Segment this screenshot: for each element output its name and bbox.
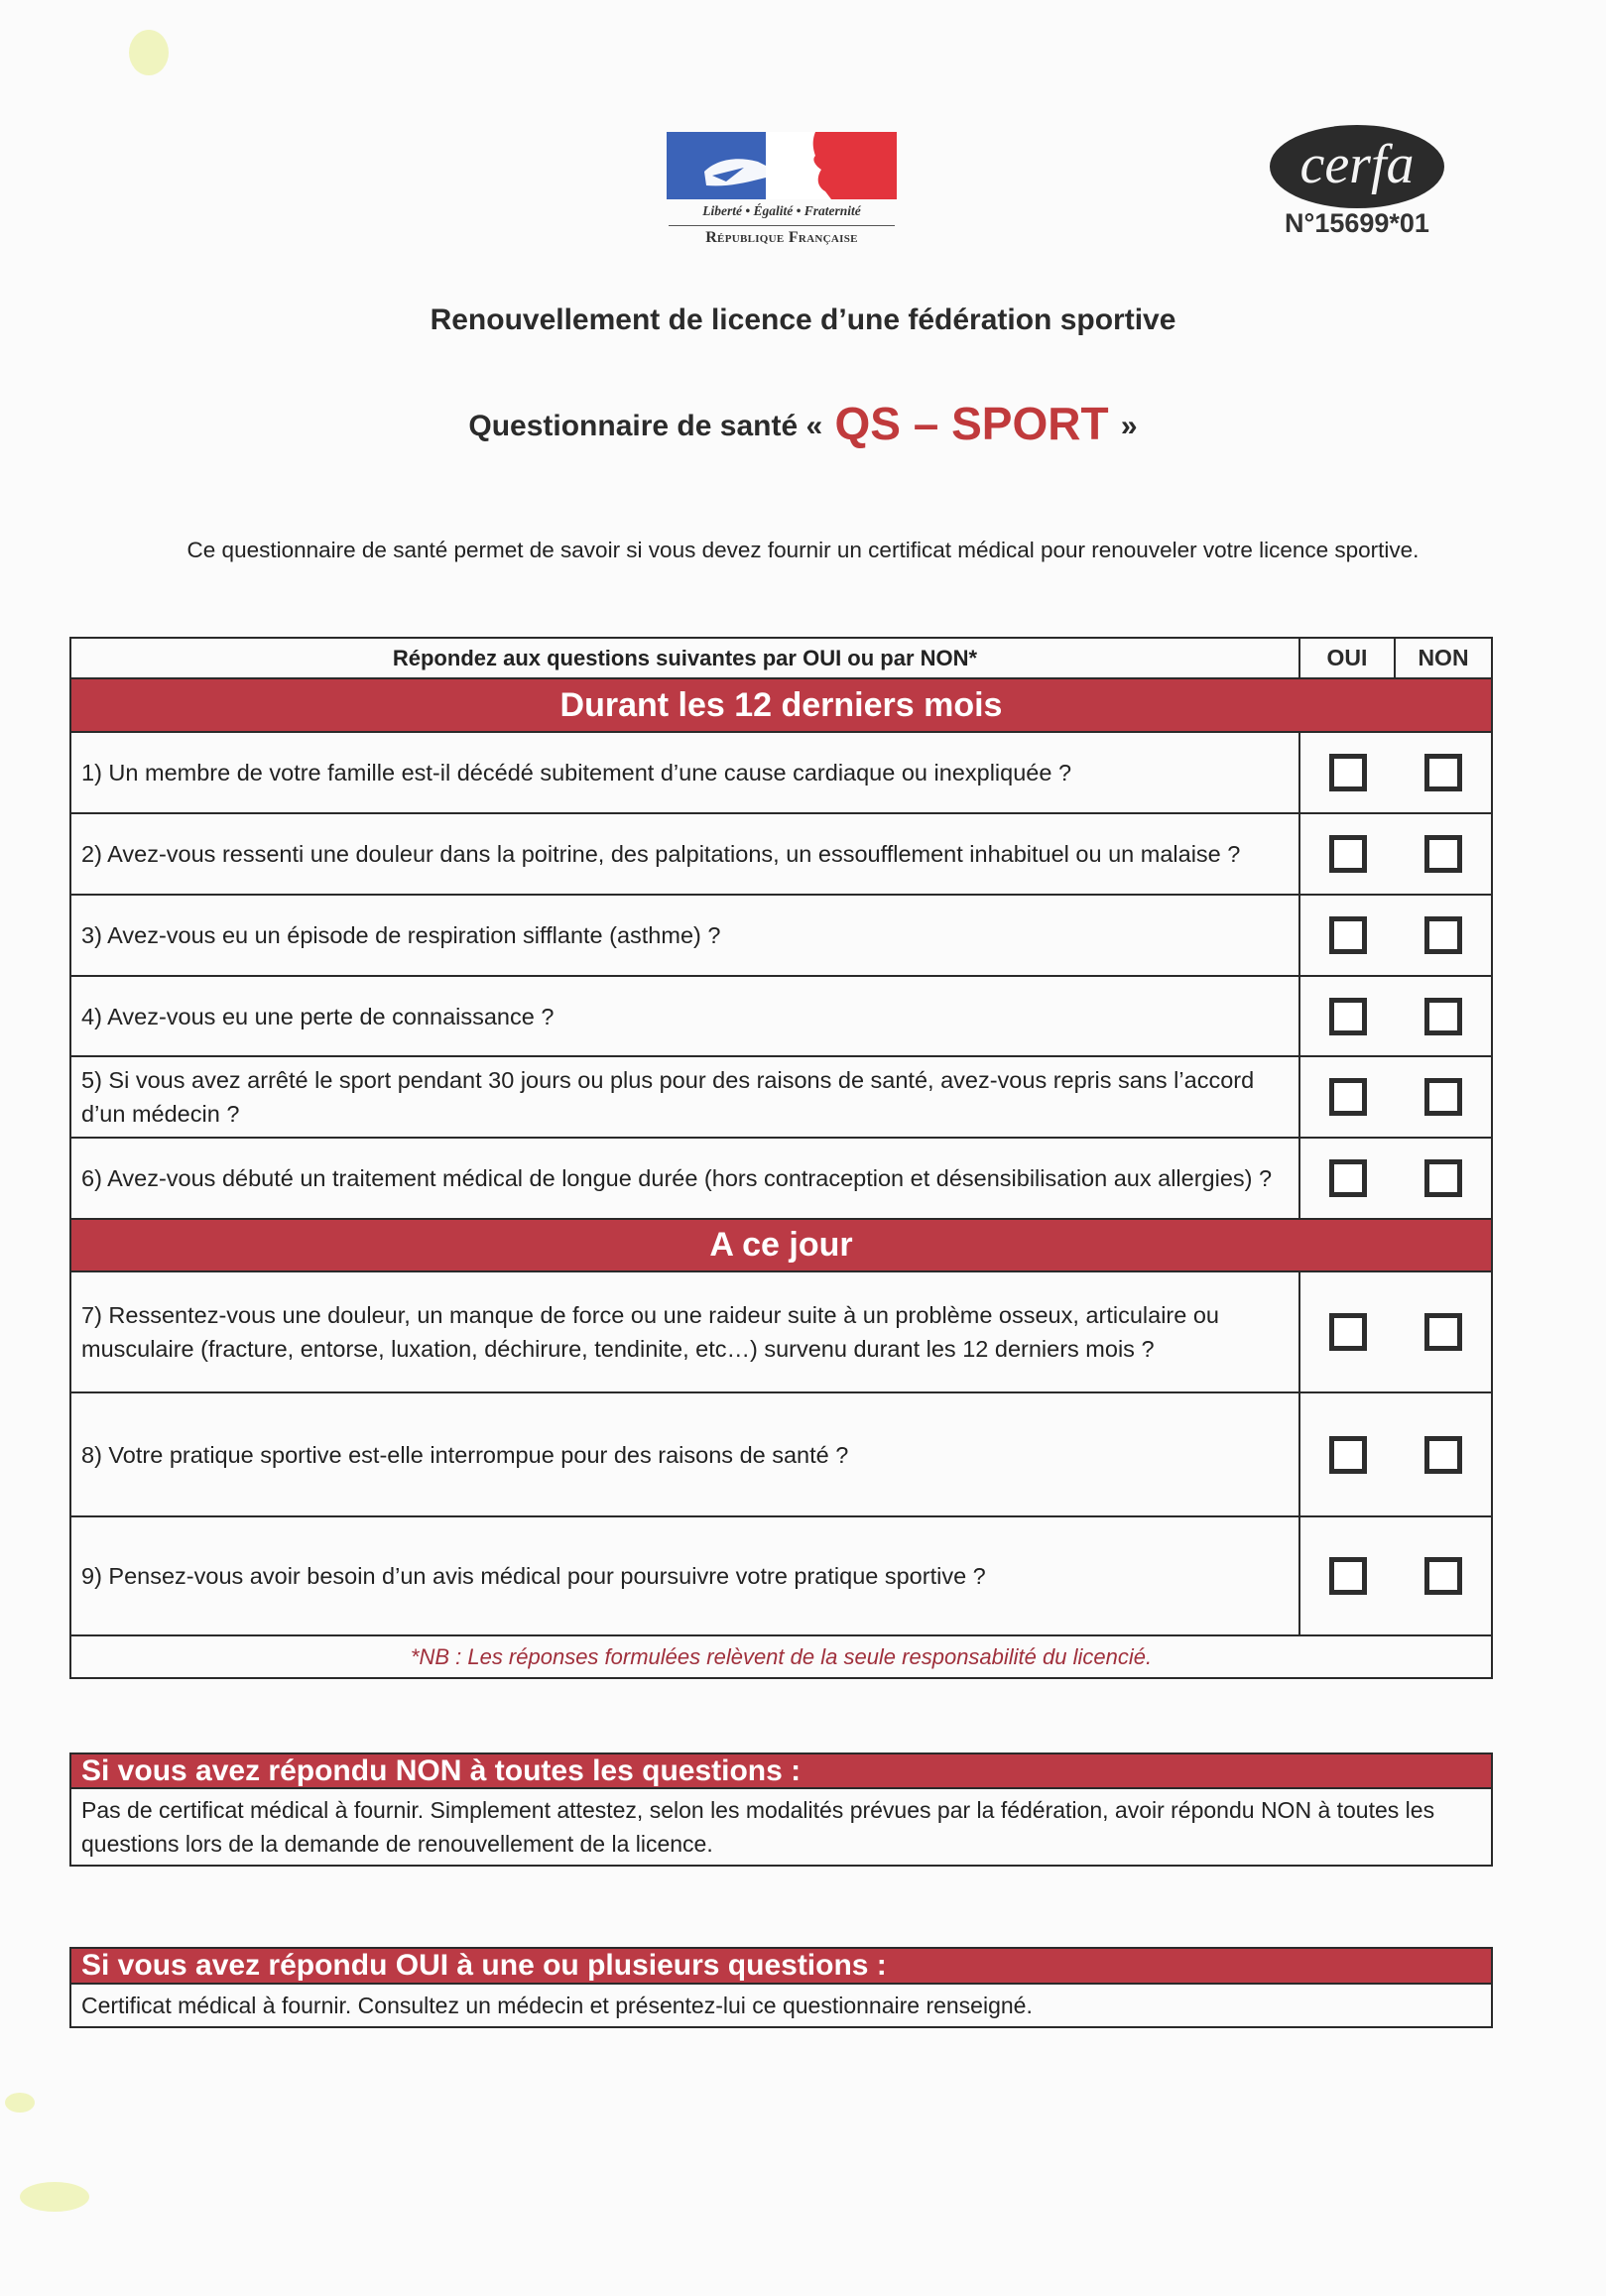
cerfa-logo <box>1270 117 1448 246</box>
subtitle-highlight: QS – SPORT <box>834 398 1109 449</box>
checkbox-non-q5[interactable] <box>1424 1078 1462 1116</box>
question-text: 1) Un membre de votre famille est-il décédé subitement d’une cause cardiaque ou inexpliquée ? <box>71 733 1300 812</box>
outcome-any-yes-title: Si vous avez répondu OUI à une ou plusieurs questions : <box>71 1949 1491 1985</box>
checkbox-oui-q3[interactable] <box>1329 916 1367 954</box>
subtitle-suffix: » <box>1120 410 1138 442</box>
question-row <box>71 896 1491 977</box>
question-row <box>71 1393 1491 1517</box>
table-instruction: Répondez aux questions suivantes par OUI ou par NON* <box>71 639 1300 677</box>
question-row <box>71 1139 1491 1220</box>
cerfa-word: cerfa <box>1299 134 1415 195</box>
outcome-any-yes-text: Certificat médical à fournir. Consultez un médecin et présentez-lui ce questionnaire renseigné. <box>81 1993 1033 2018</box>
checkbox-non-q2[interactable] <box>1424 835 1462 873</box>
column-header-non: NON <box>1418 645 1469 670</box>
responsibility-note: *NB : Les réponses formulées relèvent de la seule responsabilité du licencié. <box>410 1643 1153 1669</box>
logo-name: République Française <box>705 229 858 246</box>
checkbox-oui-q9[interactable] <box>1329 1557 1367 1595</box>
logo-divider <box>669 225 895 226</box>
section-header-today: A ce jour <box>71 1220 1491 1272</box>
section-header-12-months: Durant les 12 derniers mois <box>71 679 1491 733</box>
marianne-flag-icon <box>667 132 897 199</box>
checkbox-non-q3[interactable] <box>1424 916 1462 954</box>
question-row <box>71 977 1491 1057</box>
question-text: 5) Si vous avez arrêté le sport pendant 30 jours ou plus pour des raisons de santé, avez-vous repris sans l’accord d’un médecin ? <box>71 1057 1300 1137</box>
question-text: 6) Avez-vous débuté un traitement médical de longue durée (hors contraception et désensibilisation aux allergies) ? <box>71 1139 1300 1218</box>
question-row <box>71 1057 1491 1139</box>
questionnaire-table <box>69 637 1493 1679</box>
subtitle-prefix: Questionnaire de santé « <box>468 410 823 442</box>
question-row <box>71 733 1491 814</box>
note-row <box>71 1636 1491 1677</box>
question-text: 3) Avez-vous eu un épisode de respiration sifflante (asthme) ? <box>71 896 1300 975</box>
question-text: 7) Ressentez-vous une douleur, un manque de force ou une raideur suite à un problème osseux, articulaire ou musculaire (fracture, entorse, luxation, déchirure, tendinite, etc…) survenu durant les 12 derniers mois ? <box>71 1272 1300 1391</box>
column-header-oui: OUI <box>1300 639 1396 677</box>
checkbox-oui-q2[interactable] <box>1329 835 1367 873</box>
checkbox-oui-q4[interactable] <box>1329 998 1367 1035</box>
question-text: 9) Pensez-vous avoir besoin d’un avis médical pour poursuivre votre pratique sportive ? <box>71 1517 1300 1634</box>
checkbox-oui-q5[interactable] <box>1329 1078 1367 1116</box>
cerfa-number: N°15699*01 <box>1285 208 1429 238</box>
checkbox-oui-q8[interactable] <box>1329 1436 1367 1474</box>
logo-motto: Liberté • Égalité • Fraternité <box>702 203 861 218</box>
outcome-any-yes <box>69 1947 1493 2028</box>
question-text: 4) Avez-vous eu une perte de connaissance ? <box>71 977 1300 1055</box>
question-row <box>71 1517 1491 1636</box>
question-row <box>71 814 1491 896</box>
checkbox-oui-q7[interactable] <box>1329 1313 1367 1351</box>
republique-francaise-logo <box>667 132 897 259</box>
checkbox-non-q4[interactable] <box>1424 998 1462 1035</box>
question-text: 8) Votre pratique sportive est-elle interrompue pour des raisons de santé ? <box>71 1393 1300 1515</box>
outcome-all-no-title: Si vous avez répondu NON à toutes les questions : <box>71 1754 1491 1789</box>
question-text: 2) Avez-vous ressenti une douleur dans la poitrine, des palpitations, un essoufflement inhabituel ou un malaise ? <box>71 814 1300 894</box>
checkbox-oui-q1[interactable] <box>1329 754 1367 791</box>
page-subtitle <box>0 397 1606 450</box>
checkbox-non-q7[interactable] <box>1424 1313 1462 1351</box>
paper-stain <box>5 2093 35 2113</box>
checkbox-non-q9[interactable] <box>1424 1557 1462 1595</box>
page-title: Renouvellement de licence d’une fédération sportive <box>430 303 1176 336</box>
outcome-all-no <box>69 1752 1493 1867</box>
question-row <box>71 1272 1491 1393</box>
checkbox-non-q8[interactable] <box>1424 1436 1462 1474</box>
checkbox-non-q6[interactable] <box>1424 1159 1462 1197</box>
checkbox-non-q1[interactable] <box>1424 754 1462 791</box>
table-header-row <box>71 639 1491 679</box>
checkbox-oui-q6[interactable] <box>1329 1159 1367 1197</box>
outcome-all-no-text: Pas de certificat médical à fournir. Simplement attestez, selon les modalités prévues par la fédération, avoir répondu NON à toutes les questions lors de la demande de renouvellement de la licence. <box>81 1797 1435 1857</box>
paper-stain <box>129 30 169 75</box>
paper-stain <box>20 2182 89 2212</box>
intro-text: Ce questionnaire de santé permet de savoir si vous devez fournir un certificat médical pour renouveler votre licence sportive. <box>186 538 1420 562</box>
